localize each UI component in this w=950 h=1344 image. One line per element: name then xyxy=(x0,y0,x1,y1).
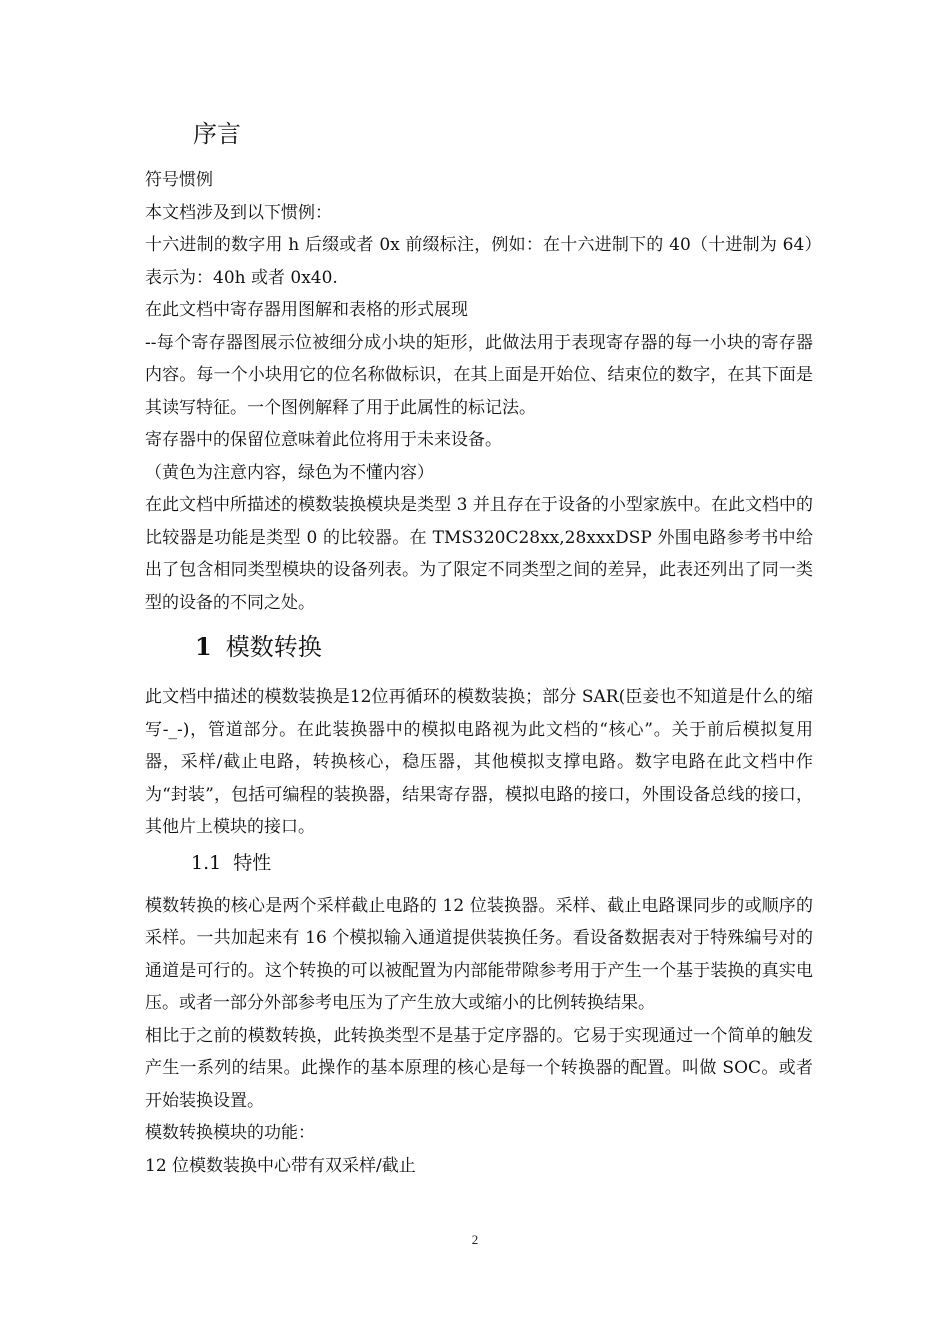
section-heading xyxy=(145,625,813,669)
page-number: 2 xyxy=(471,1232,479,1247)
subsection-title: 特性 xyxy=(233,851,272,874)
section-title: 模数转换 xyxy=(225,633,322,661)
preface-paragraph: --每个寄存器图展示位被细分成小块的矩形，此做法用于表现寄存器的每一小块的寄存器内容。每一个小块用它的位名称做标识，在其上面是开始位、结束位的数字，在其下面是其读写特征。一个图例解释了用于此属性的标记法。 xyxy=(145,332,813,418)
page-content xyxy=(145,112,813,1182)
preface-paragraph: 本文档涉及到以下惯例： xyxy=(145,202,332,223)
subsection-paragraph: 模数转换的核心是两个采样截止电路的 12 位装换器。采样、截止电路课同步的或顺序的采样。一共加起来有 16 个模拟输入通道提供装换任务。看设备数据表对于特殊编号对的通道是可行的。这个转换的可以被配置为内部能带隙参考用于产生一个基于装换的真实电压。或者一部分外部参考电压为了产生放大或缩小的比例转换结果。 xyxy=(145,895,813,1013)
preface-paragraph: 寄存器中的保留位意味着此位将用于未来设备。 xyxy=(145,430,502,450)
subsection-paragraph: 相比于之前的模数转换，此转换类型不是基于定序器的。它易于实现通过一个简单的触发产生一系列的结果。此操作的基本原理的核心是每一个转换器的配置。叫做 SOC。或者开始装换设置。 xyxy=(145,1025,813,1111)
preface-paragraph: 十六进制的数字用 h 后缀或者 0x 前缀标注，例如：在十六进制下的 40（十进制为 64）表示为：40h 或者 0x40. xyxy=(145,235,813,288)
preface-paragraph: （黄色为注意内容，绿色为不懂内容） xyxy=(145,462,434,483)
preface-paragraph: 在此文档中所描述的模数装换模块是类型 3 并且存在于设备的小型家族中。在此文档中的比较器是功能是类型 0 的比较器。在 TMS320C28xx,28xxxDSP 外围电路参考书中给出了包含相同类型模块的设备列表。为了限定不同类型之间的差异，此表还列出了同一类型的设备的不同之处。 xyxy=(145,495,813,613)
section-number: 1 xyxy=(195,632,212,661)
section-paragraph: 此文档中描述的模数装换是12位再循环的模数装换；部分 SAR(臣妾也不知道是什么的缩写-_-)，管道部分。在此装换器中的模拟电路视为此文档的“核心”。关于前后模拟复用器，采样/截止电路，转换核心，稳压器，其他模拟支撑电路。数字电路在此文档中作为“封装”，包括可编程的装换器，结果寄存器，模拟电路的接口，外围设备总线的接口，其他片上模块的接口。 xyxy=(145,687,813,837)
subsection-paragraph: 模数转换模块的功能： xyxy=(145,1123,315,1143)
preface-paragraph: 符号惯例 xyxy=(145,170,213,190)
subsection-heading xyxy=(145,846,813,880)
subsection-paragraph: 12 位模数装换中心带有双采样/截止 xyxy=(145,1155,416,1176)
preface-paragraph: 在此文档中寄存器用图解和表格的形式展现 xyxy=(145,300,468,320)
subsection-number: 1.1 xyxy=(191,851,222,874)
preface-title: 序言 xyxy=(193,120,241,148)
